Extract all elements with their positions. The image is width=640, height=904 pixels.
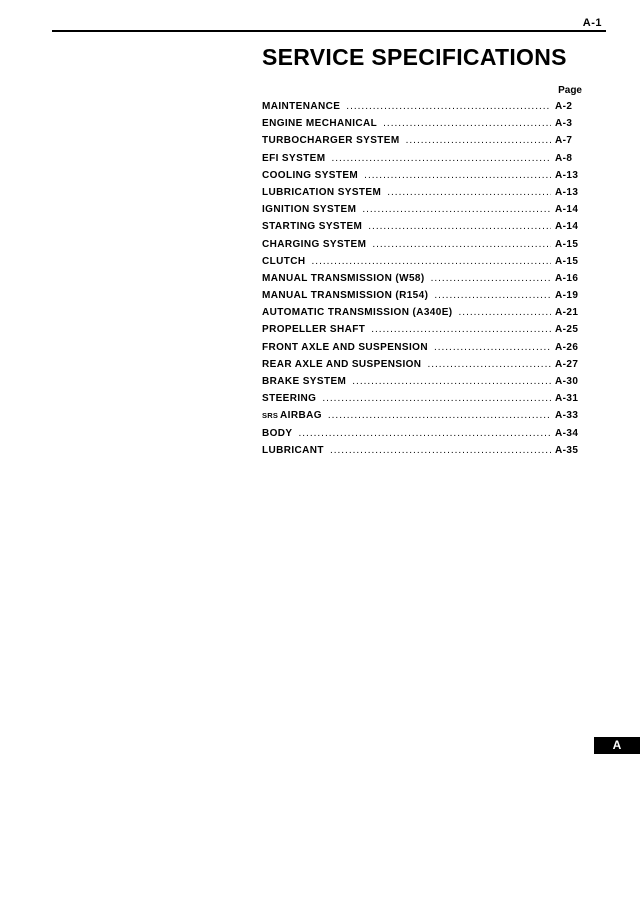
page-title: SERVICE SPECIFICATIONS [262,44,567,70]
dot-leader [352,376,551,387]
toc-entry [262,428,582,445]
toc-entry [262,393,582,410]
dot-leader [364,170,551,181]
page-column-header: Page [558,85,582,96]
toc-entry-page: A-26 [555,341,579,353]
toc-entry-page: A-27 [555,358,579,370]
toc-entry-page: A-2 [555,101,573,112]
toc-entry [262,324,582,341]
toc-entry [262,290,582,307]
toc-entry [262,204,582,221]
toc-entry-text: AUTOMATIC TRANSMISSION (A340E) [262,307,453,319]
toc-entry-page: A-3 [555,118,573,130]
toc-entry-page: A-13 [555,186,579,198]
dot-leader [312,256,551,267]
toc-entry-text: BODY [262,427,293,439]
dot-leader [434,290,551,301]
dot-leader [368,221,551,232]
toc-entry-page: A-15 [555,255,579,267]
toc-entry-text: PROPELLER SHAFT [262,324,366,336]
toc-entry-page: A-13 [555,169,579,181]
dot-leader [434,342,551,353]
toc-entry-text: MANUAL TRANSMISSION (W58) [262,272,425,284]
toc-entry-text: AIRBAG [280,410,322,422]
toc-entry-label [262,239,366,250]
toc-entry-text: BRAKE SYSTEM [262,376,347,387]
toc-entry-label [262,393,316,404]
toc-entry-text: ENGINE MECHANICAL [262,118,378,130]
toc-entry-text: EFI SYSTEM [262,152,326,164]
toc-entry-label [262,153,325,164]
toc-entry-label [262,135,400,146]
toc-entry-label [262,359,421,370]
toc-entry-page: A-16 [555,272,579,284]
header-rule [52,30,606,32]
dot-leader [383,118,551,129]
dot-leader [362,204,551,215]
toc-entry-text: CHARGING SYSTEM [262,238,367,250]
toc-entry-label [262,290,428,301]
toc-list [262,101,582,462]
toc-entry [262,101,582,118]
toc-entry-page: A-21 [555,307,579,319]
dot-leader [459,307,551,318]
toc-entry [262,221,582,238]
toc-entry [262,118,582,135]
dot-leader [331,153,551,164]
toc-entry-page: A-19 [555,290,579,302]
toc-entry [262,445,582,462]
toc-entry-text: CLUTCH [262,255,306,267]
toc-entry [262,239,582,256]
toc-entry-text: REAR AXLE AND SUSPENSION [262,358,422,370]
toc-entry-label [262,273,425,284]
toc-entry-page: A-31 [555,393,579,405]
toc-entry-label [262,428,293,439]
dot-leader [299,428,552,439]
page-number: A-1 [582,17,602,29]
toc-entry-prefix: SRS [262,411,279,421]
toc-entry-label [262,376,346,387]
toc-entry [262,307,582,324]
toc-entry-label [262,118,377,129]
table-of-contents [262,84,582,462]
toc-entry-page: A-8 [555,152,573,164]
toc-entry [262,135,582,152]
toc-entry-text: IGNITION SYSTEM [262,204,357,216]
dot-leader [346,101,551,112]
toc-entry [262,153,582,170]
toc-entry-text: FRONT AXLE AND SUSPENSION [262,341,428,353]
dot-leader [431,273,551,284]
toc-entry-label [262,256,306,267]
toc-entry [262,342,582,359]
toc-entry-text: MAINTENANCE [262,101,341,112]
toc-entry-label [262,342,428,353]
toc-entry-label [262,170,358,181]
toc-entry-page: A-14 [555,221,579,233]
toc-entry-page: A-35 [555,444,579,456]
toc-entry-page: A-14 [555,204,579,216]
dot-leader [427,359,551,370]
toc-entry-page: A-7 [555,135,573,147]
toc-entry-page: A-15 [555,238,579,250]
toc-entry-label [262,187,381,198]
toc-entry-text: STARTING SYSTEM [262,221,363,233]
toc-entry [262,273,582,290]
dot-leader [330,445,551,456]
toc-entry-text: TURBOCHARGER SYSTEM [262,135,400,147]
toc-entry-page: A-25 [555,324,579,336]
toc-entry [262,410,582,427]
toc-entry [262,170,582,187]
toc-entry-label [262,324,365,335]
toc-entry-label [262,101,340,112]
toc-entry-text: COOLING SYSTEM [262,169,359,181]
toc-entry-label [262,204,356,215]
toc-entry-text: LUBRICATION SYSTEM [262,186,382,198]
section-tab: A [594,737,640,754]
dot-leader [371,324,551,335]
toc-entry-page: A-30 [555,376,579,387]
toc-entry [262,376,582,393]
toc-entry-text: LUBRICANT [262,444,324,456]
toc-entry-label [262,410,322,421]
toc-entry-label [262,221,362,232]
toc-entry-label [262,307,453,318]
dot-leader [322,393,551,404]
toc-entry-page: A-33 [555,410,579,422]
toc-entry-text: MANUAL TRANSMISSION (R154) [262,290,429,302]
toc-entry-text: STEERING [262,393,317,405]
toc-entry-page: A-34 [555,427,579,439]
toc-entry [262,187,582,204]
toc-entry-label [262,445,324,456]
dot-leader [387,187,551,198]
toc-entry [262,256,582,273]
dot-leader [372,239,551,250]
dot-leader [328,410,551,421]
dot-leader [406,135,551,146]
toc-entry [262,359,582,376]
